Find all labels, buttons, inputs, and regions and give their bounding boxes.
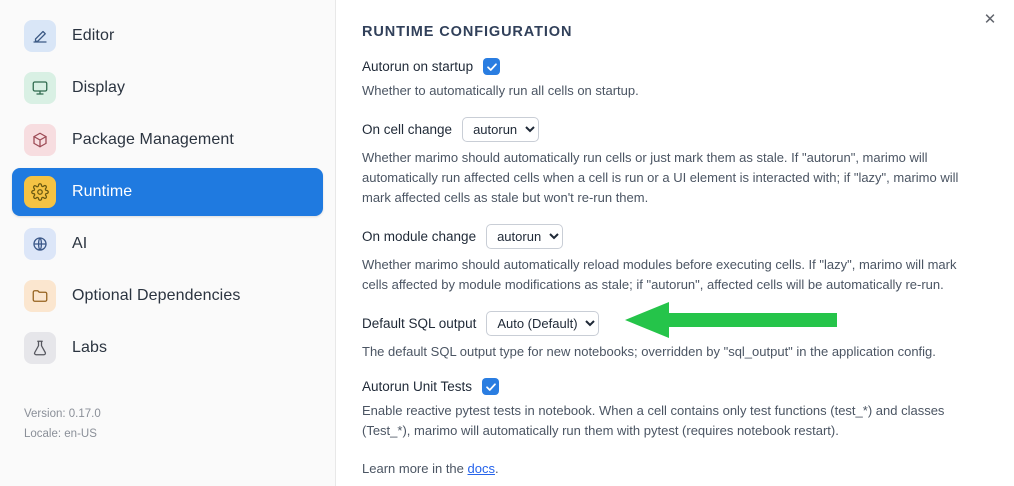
sidebar-item-label: Optional Dependencies: [72, 287, 241, 304]
autorun-on-startup-row: [362, 58, 986, 75]
autorun-unit-tests-description: Enable reactive pytest tests in notebook. When a cell contains only test functions (test_*) and classes (Test_*), marimo will automatically run them with pytest (requires notebook restart).: [362, 403, 945, 438]
sidebar-item-label: Display: [72, 79, 126, 96]
on-cell-change-select[interactable]: [462, 117, 539, 142]
autorun-on-startup-label: Autorun on startup: [362, 59, 474, 74]
sidebar-item-display[interactable]: [12, 64, 323, 112]
on-module-change-description: Whether marimo should automatically reload modules before executing cells. If "lazy", marimo will mark cells affected by module modifications as stale; if "autorun", affected cells will be automatically re-run.: [362, 257, 957, 292]
on-module-change-label: On module change: [362, 229, 477, 244]
flask-icon: [24, 332, 56, 364]
locale-label: Locale: en-US: [24, 428, 97, 440]
sidebar-item-label: Labs: [72, 339, 108, 356]
settings-sidebar: [0, 0, 336, 486]
box-icon: [24, 124, 56, 156]
autorun-unit-tests-label: Autorun Unit Tests: [362, 379, 473, 394]
sidebar-item-label: Editor: [72, 27, 115, 44]
autorun-unit-tests-row: [362, 378, 986, 395]
autorun-on-startup-checkbox[interactable]: [483, 58, 500, 75]
sparkle-globe-icon: [24, 228, 56, 260]
on-cell-change-description: Whether marimo should automatically run cells or just mark them as stale. If "autorun", marimo will automatically run affected cells when a cell is run or a UI element is interacted with; if "lazy", marimo will mark affected cells as stale but won't re-run them.: [362, 150, 959, 205]
sidebar-item-label: Package Management: [72, 131, 234, 148]
page-title: RUNTIME CONFIGURATION: [362, 24, 573, 40]
on-cell-change-row: [362, 117, 986, 142]
autorun-unit-tests-checkbox[interactable]: [482, 378, 499, 395]
pencil-square-icon: [24, 20, 56, 52]
folder-icon: [24, 280, 56, 312]
sidebar-item-runtime[interactable]: [12, 168, 323, 216]
gear-icon: [24, 176, 56, 208]
on-module-change-select[interactable]: [486, 224, 563, 249]
learn-more-suffix: .: [494, 461, 499, 476]
version-label: Version: 0.17.0: [24, 408, 101, 420]
default-sql-output-row: [362, 311, 986, 336]
monitor-icon: [24, 72, 56, 104]
on-cell-change-label: On cell change: [362, 122, 453, 137]
sidebar-item-labs[interactable]: [12, 324, 323, 372]
close-icon[interactable]: ✕: [983, 10, 997, 28]
on-module-change-row: [362, 224, 986, 249]
sidebar-footer: [24, 404, 101, 444]
default-sql-output-label: Default SQL output: [362, 316, 477, 331]
sidebar-item-editor[interactable]: [12, 12, 323, 60]
learn-more-prefix: Learn more in the: [362, 461, 468, 476]
default-sql-output-description: The default SQL output type for new notebooks; overridden by "sql_output" in the application config.: [362, 344, 936, 359]
autorun-on-startup-description: Whether to automatically run all cells on startup.: [362, 83, 639, 98]
sidebar-item-package-management[interactable]: [12, 116, 323, 164]
sidebar-item-ai[interactable]: [12, 220, 323, 268]
docs-link[interactable]: docs: [467, 461, 495, 476]
sidebar-item-label: AI: [72, 235, 88, 252]
default-sql-output-select[interactable]: [486, 311, 599, 336]
learn-more-text: [362, 461, 986, 476]
sidebar-item-optional-dependencies[interactable]: [12, 272, 323, 320]
sidebar-item-label: Runtime: [72, 183, 133, 200]
runtime-configuration-panel: [336, 0, 1014, 486]
